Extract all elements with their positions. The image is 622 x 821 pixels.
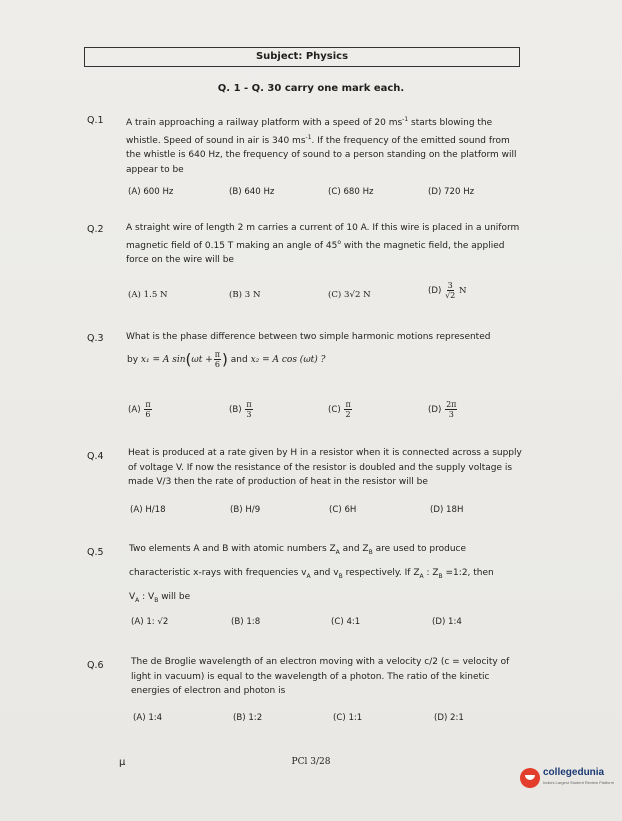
denominator: √2 bbox=[445, 291, 456, 300]
question-text bbox=[126, 221, 522, 268]
question-text-part: will be bbox=[158, 591, 191, 602]
option-b: (B) 3 N bbox=[229, 290, 261, 300]
question-text-part: Two elements A and B with atomic numbers Z bbox=[129, 544, 336, 554]
fraction bbox=[445, 281, 455, 300]
question-text-part: : Z bbox=[423, 567, 439, 578]
option-label: (B) bbox=[229, 405, 242, 415]
section-title: Q. 1 - Q. 30 carry one mark each. bbox=[217, 83, 405, 94]
option-d bbox=[428, 400, 458, 419]
option-a: (A) 1.5 N bbox=[128, 290, 168, 300]
text-and: and bbox=[230, 355, 248, 365]
subscript: A bbox=[335, 548, 340, 556]
option-a: (A) H/18 bbox=[130, 505, 166, 515]
question-text-part: starts blowing the whistle. Speed of sound in air is 340 ms bbox=[126, 118, 493, 146]
question-text-part: A straight wire of length 2 m carries a current of 10 A. If this wire is placed in a uniform magnetic field of 0.15 T making an angle of 45 bbox=[126, 223, 520, 251]
option-a: (A) 600 Hz bbox=[128, 187, 174, 197]
subject-header: Subject: Physics bbox=[84, 47, 520, 67]
subscript: A bbox=[419, 572, 424, 580]
denominator: 3 bbox=[246, 410, 252, 419]
question-number: Q.2 bbox=[87, 224, 104, 235]
question-text-part: : V bbox=[139, 591, 155, 602]
question-text-part: . If the frequency of the emitted sound from the whistle is 640 Hz, the frequency of sound to a person standing on the platform will appear to be bbox=[126, 135, 517, 175]
option-b: (B) 640 Hz bbox=[229, 187, 275, 197]
denominator: 6 bbox=[214, 360, 220, 369]
stray-mark: µ bbox=[119, 757, 126, 768]
logo-text bbox=[543, 768, 614, 788]
fraction bbox=[144, 400, 151, 419]
option-label: (A) bbox=[128, 405, 141, 415]
equation-2: x₂ = A cos (ωt) ? bbox=[250, 355, 326, 365]
numerator: π bbox=[246, 400, 252, 409]
numerator: π bbox=[145, 400, 151, 409]
question-text bbox=[129, 539, 525, 610]
numerator: 2π bbox=[446, 400, 457, 409]
equation-1-arg: ωt + bbox=[191, 355, 213, 365]
question-text: What is the phase difference between two simple harmonic motions represented bbox=[126, 332, 491, 342]
option-label: (C) bbox=[328, 405, 341, 415]
question-number: Q.4 bbox=[87, 451, 104, 462]
option-c: (C) 6H bbox=[329, 505, 357, 515]
subscript: B bbox=[368, 548, 373, 556]
numerator: π bbox=[214, 350, 221, 359]
superscript: -1 bbox=[402, 116, 409, 123]
option-c: (C) 1:1 bbox=[333, 713, 363, 723]
logo-tagline: India's Largest Student Review Platform bbox=[543, 780, 615, 785]
fraction bbox=[214, 350, 221, 369]
option-d: (D) 2:1 bbox=[434, 713, 464, 723]
question-text-part: =1:2, then bbox=[442, 567, 494, 578]
fraction bbox=[245, 400, 252, 419]
logo-face-icon bbox=[520, 768, 540, 788]
superscript: -1 bbox=[305, 133, 312, 141]
equation-1-lhs: x₁ = A sin bbox=[140, 355, 186, 365]
question-number: Q.3 bbox=[87, 333, 104, 344]
option-d: (D) 18H bbox=[430, 505, 464, 515]
question-number: Q.1 bbox=[87, 115, 104, 126]
numerator: 3 bbox=[447, 281, 453, 290]
subscript: A bbox=[135, 596, 140, 604]
denominator: 3 bbox=[448, 410, 454, 419]
option-b bbox=[229, 400, 254, 419]
option-b: (B) 1:8 bbox=[231, 617, 261, 627]
option-d: (D) 720 Hz bbox=[428, 187, 475, 197]
question-number: Q.6 bbox=[87, 660, 104, 671]
text-by: by bbox=[127, 355, 139, 365]
subscript: B bbox=[338, 572, 343, 580]
page-number: PCl 3/28 bbox=[291, 757, 331, 767]
denominator: 2 bbox=[345, 410, 351, 419]
option-d bbox=[428, 281, 467, 300]
fraction bbox=[344, 400, 351, 419]
option-b: (B) 1:2 bbox=[233, 713, 263, 723]
option-b: (B) H/9 bbox=[230, 505, 261, 515]
question-text-part: with the magnetic field, the applied force on the wire will be bbox=[126, 240, 505, 265]
subscript: B bbox=[438, 572, 443, 580]
denominator: 6 bbox=[145, 410, 151, 419]
option-a bbox=[128, 400, 153, 419]
option-c: (C) 680 Hz bbox=[328, 187, 374, 197]
subscript: A bbox=[306, 572, 311, 580]
question-text-part: respectively. If Z bbox=[342, 567, 420, 578]
question-text-part: V bbox=[129, 591, 136, 602]
numerator: π bbox=[345, 400, 351, 409]
question-text-part: and v bbox=[310, 567, 339, 578]
option-a: (A) 1: √2 bbox=[131, 617, 169, 627]
fraction bbox=[445, 400, 457, 419]
question-text-part: and Z bbox=[339, 544, 369, 554]
collegedunia-logo bbox=[520, 768, 614, 788]
question-number: Q.5 bbox=[87, 547, 104, 558]
option-label: (D) bbox=[428, 286, 442, 296]
question-text-part: are used to produce characteristic x-rays with frequencies v bbox=[129, 544, 467, 578]
question-text bbox=[126, 113, 522, 177]
option-a: (A) 1:4 bbox=[133, 713, 163, 723]
unit: N bbox=[458, 286, 467, 296]
option-c bbox=[328, 400, 353, 419]
logo-wordmark: collegedunia bbox=[543, 767, 605, 778]
question-text-part: A train approaching a railway platform with a speed of 20 ms bbox=[126, 118, 403, 128]
option-c: (C) 3√2 N bbox=[328, 290, 371, 300]
option-c: (C) 4:1 bbox=[331, 617, 361, 627]
subscript: B bbox=[154, 596, 159, 604]
option-d: (D) 1:4 bbox=[432, 617, 462, 627]
question-text: The de Broglie wavelength of an electron moving with a velocity c/2 (c = velocity of light in vacuum) is equal to the wavelength of a photon. The ratio of the kinetic energies of electron and photon is bbox=[131, 657, 510, 696]
question-text: Heat is produced at a rate given by H in a resistor when it is connected across a supply of voltage V. If now the resistance of the resistor is doubled and the supply voltage is made V/3 then the rate of production of heat in the resistor will be bbox=[128, 448, 522, 487]
degree-symbol: o bbox=[337, 238, 341, 246]
equation-line: by x₁ = A sin(ωt + $\frac{\pi}{6}$ ) and x₂ = A cos (ωt) ? bbox=[127, 350, 326, 369]
option-label: (D) bbox=[428, 405, 442, 415]
